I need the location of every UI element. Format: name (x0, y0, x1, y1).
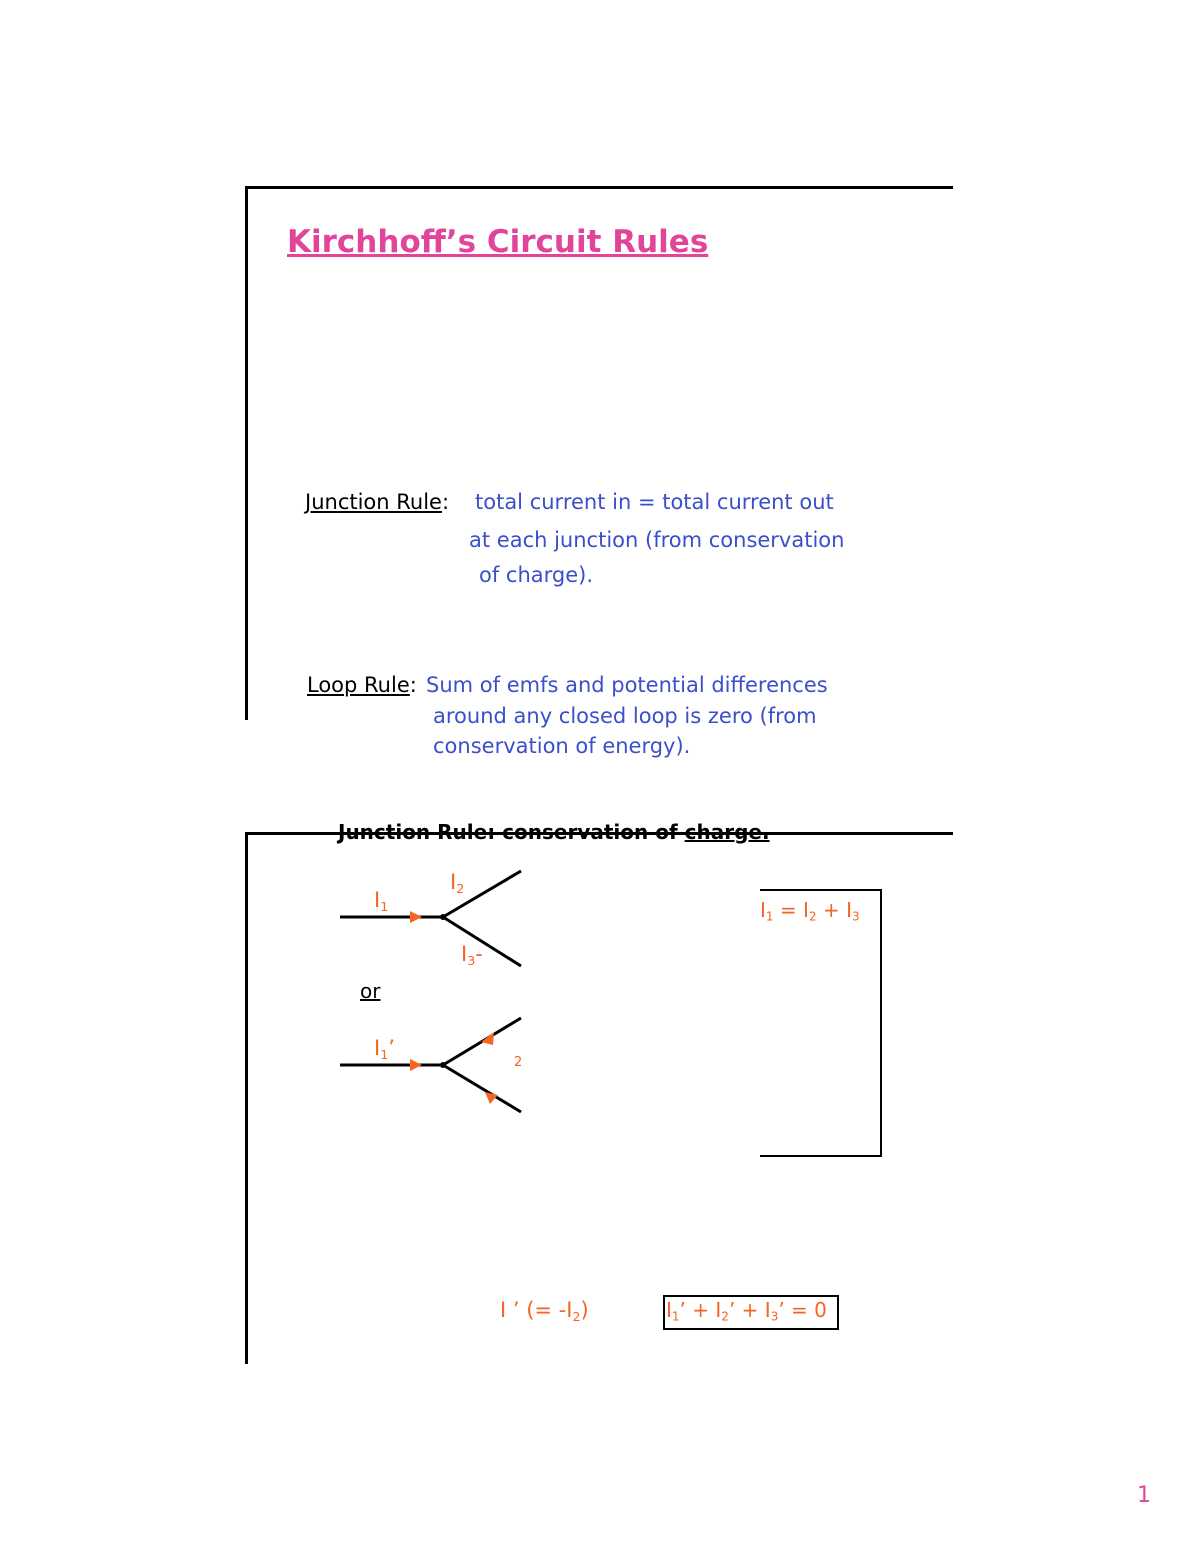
loop-rule-colon: : (409, 673, 417, 697)
label-i2 (450, 870, 464, 896)
loop-rule-label: Loop Rule (307, 673, 410, 697)
eq3-t2-prime: ’ (728, 1298, 736, 1322)
equation-i-prime (500, 1298, 589, 1324)
eq3-t3-prime: ’ (778, 1298, 785, 1322)
junction-rule-line2: at each junction (from conservation (469, 528, 845, 552)
bottom-arrow-icon (410, 1059, 422, 1071)
slide1-top-border (245, 186, 953, 189)
loop-rule-line3: conservation of energy). (433, 734, 691, 758)
eq3-t3-sub: 3 (770, 1309, 779, 1324)
label-i3-tail: - (475, 942, 483, 966)
slide2-heading-mid: : conservation of (487, 820, 685, 844)
eq3-t2-sub: 2 (721, 1309, 729, 1324)
label-i3 (461, 942, 483, 968)
slide2-heading (338, 820, 770, 844)
eq2-end: ) (580, 1298, 589, 1322)
eq2-a-sub: 2 (572, 1308, 581, 1324)
slide2-heading-label: Junction Rule (338, 820, 488, 844)
loop-rule-line1: Sum of emfs and potential differences (426, 673, 828, 697)
label-i1-text: I (374, 888, 381, 912)
slide2-left-border (245, 832, 248, 1364)
page-number: 1 (1137, 1483, 1151, 1508)
eq3-eq: = 0 (784, 1298, 827, 1322)
label-i1 (374, 888, 388, 914)
eq3-t3: I (764, 1298, 771, 1322)
bottom-branch-lower (443, 1065, 521, 1112)
stray-sub-2: 2 (514, 1055, 523, 1070)
bracket-top (760, 889, 882, 891)
eq3-t1: I (666, 1298, 672, 1322)
label-i1p-prime: ’ (388, 1036, 395, 1060)
label-i1p-sub: 1 (380, 1046, 389, 1062)
eq1-a-sub: 1 (765, 909, 774, 924)
junction-rule-line1: total current in = total current out (475, 490, 834, 514)
loop-rule-line2: around any closed loop is zero (from (433, 704, 817, 728)
eq1-plus: + (816, 898, 847, 922)
loop-rule-heading (307, 673, 417, 697)
junction-rule-heading (305, 490, 449, 514)
label-i1-prime (374, 1036, 395, 1062)
equation-i1-sum (760, 898, 860, 924)
slide2-heading-charge: charge. (684, 820, 770, 844)
bracket-bottom (760, 1155, 882, 1157)
equation-sum-zero (666, 1298, 827, 1324)
eq3-plus1: + (685, 1298, 716, 1322)
eq1-c-sub: 3 (851, 909, 860, 924)
bracket-right (880, 889, 882, 1157)
label-i1p-text: I (374, 1036, 381, 1060)
label-i2-text: I (450, 870, 457, 894)
top-arrow-icon (410, 911, 422, 923)
page-title: Kirchhoff’s Circuit Rules (287, 224, 709, 260)
junction-rule-label: Junction Rule (305, 490, 442, 514)
label-i3-sub: 3 (467, 952, 476, 968)
label-i3-text: I (461, 942, 468, 966)
junction-rule-line3: of charge). (479, 563, 594, 587)
eq1-c: I (846, 898, 852, 922)
eq1-b-sub: 2 (808, 909, 817, 924)
slide1-left-border (245, 186, 248, 720)
eq3-t1-prime: ’ (679, 1298, 686, 1322)
top-junction-node (440, 914, 446, 920)
junction-rule-colon: : (441, 490, 450, 514)
label-i2-sub: 2 (456, 880, 465, 896)
eq2-a: I ’ (= -I (500, 1298, 573, 1322)
eq1-eq: = (773, 898, 804, 922)
label-i1-sub: 1 (380, 898, 389, 914)
or-text: or (360, 979, 381, 1003)
bottom-junction-node (440, 1062, 446, 1068)
eq3-plus2: + (735, 1298, 765, 1322)
eq3-t2: I (715, 1298, 722, 1322)
eq3-t1-sub: 1 (671, 1309, 680, 1324)
eq1-a: I (760, 898, 766, 922)
bottom-upper-arrow-icon (481, 1032, 494, 1045)
eq1-b: I (803, 898, 809, 922)
